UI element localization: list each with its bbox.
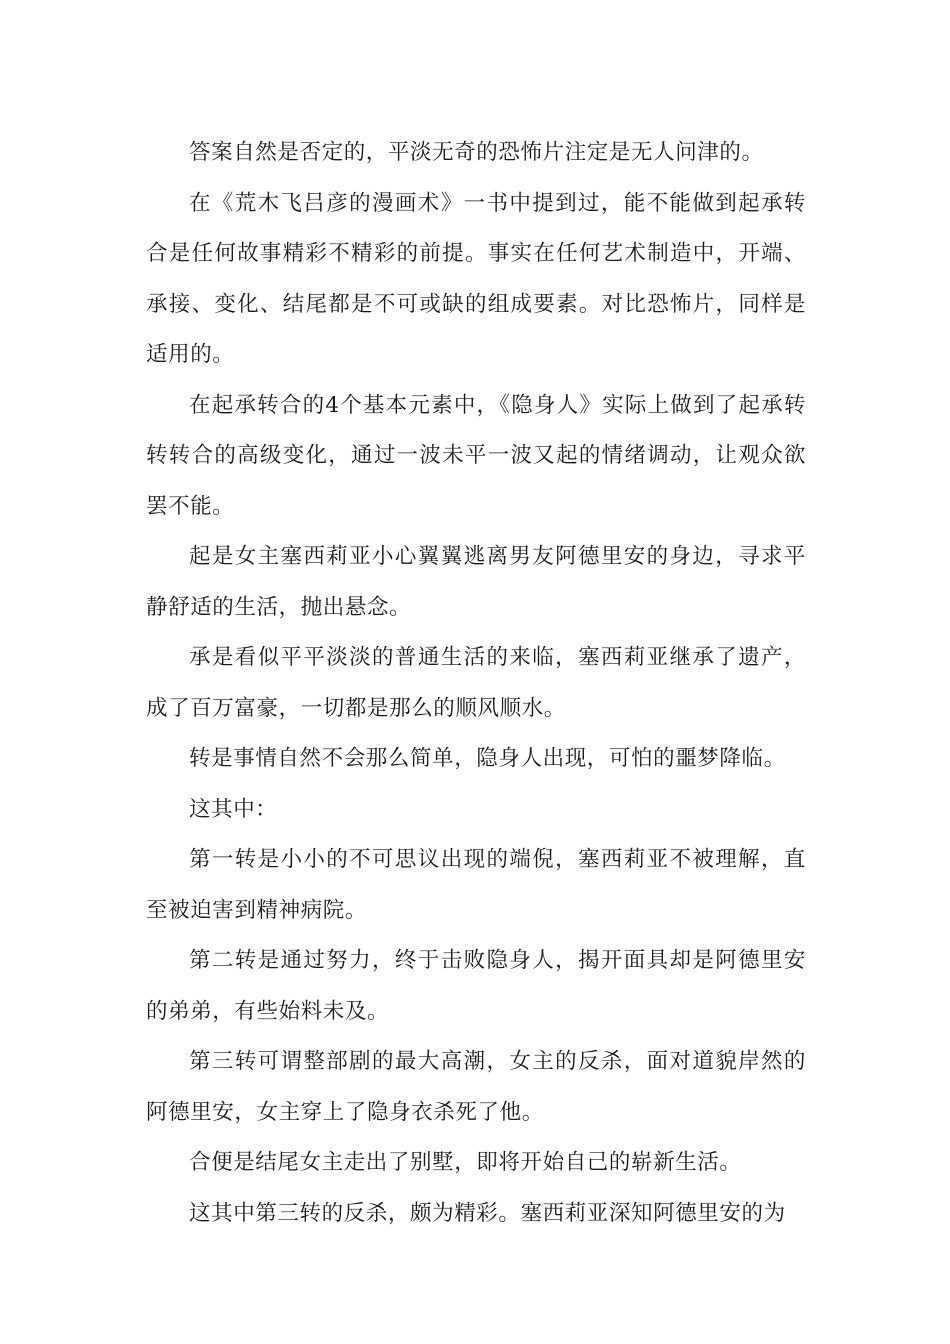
paragraph: 合便是结尾女主走出了别墅，即将开始自己的崭新生活。	[189, 1150, 742, 1175]
paragraph: 第一转是小小的不可思议出现的端倪，塞西莉亚不被理解，直至被迫害到精神病院。	[146, 847, 806, 923]
paragraph: 在《荒木飞吕彦的漫画术》一书中提到过，能不能做到起承转合是任何故事精彩不精彩的前提。事实在任何艺术制造中，开端、承接、变化、结尾都是不可或缺的组成要素。对比恐怖片，同样是适用的。	[146, 190, 806, 367]
paragraph: 第三转可谓整部剧的最大高潮，女主的反杀，面对道貌岸然的阿德里安，女主穿上了隐身衣杀死了他。	[146, 1049, 806, 1125]
paragraph: 这其中第三转的反杀，颇为精彩。塞西莉亚深知阿德里安的为	[189, 1200, 786, 1226]
paragraph: 转是事情自然不会那么简单，隐身人出现，可怕的噩梦降临。	[189, 746, 786, 771]
paragraph: 承是看似平平淡淡的普通生活的来临，塞西莉亚继承了遗产，成了百万富豪，一切都是那么的顺风顺水。	[146, 645, 806, 721]
paragraph: 第二转是通过努力，终于击败隐身人，揭开面具却是阿德里安的弟弟，有些始料未及。	[146, 948, 806, 1024]
paragraph: 在起承转合的4个基本元素中，《隐身人》实际上做到了起承转转转合的高级变化，通过一波未平一波又起的情绪调动，让观众欲罢不能。	[146, 392, 806, 519]
paragraph: 起是女主塞西莉亚小心翼翼逃离男友阿德里安的身边，寻求平静舒适的生活，抛出悬念。	[146, 544, 806, 620]
paragraph: 答案自然是否定的，平淡无奇的恐怖片注定是无人问津的。	[189, 140, 764, 165]
paragraph: 这其中：	[189, 796, 278, 822]
document-body	[146, 128, 806, 1239]
